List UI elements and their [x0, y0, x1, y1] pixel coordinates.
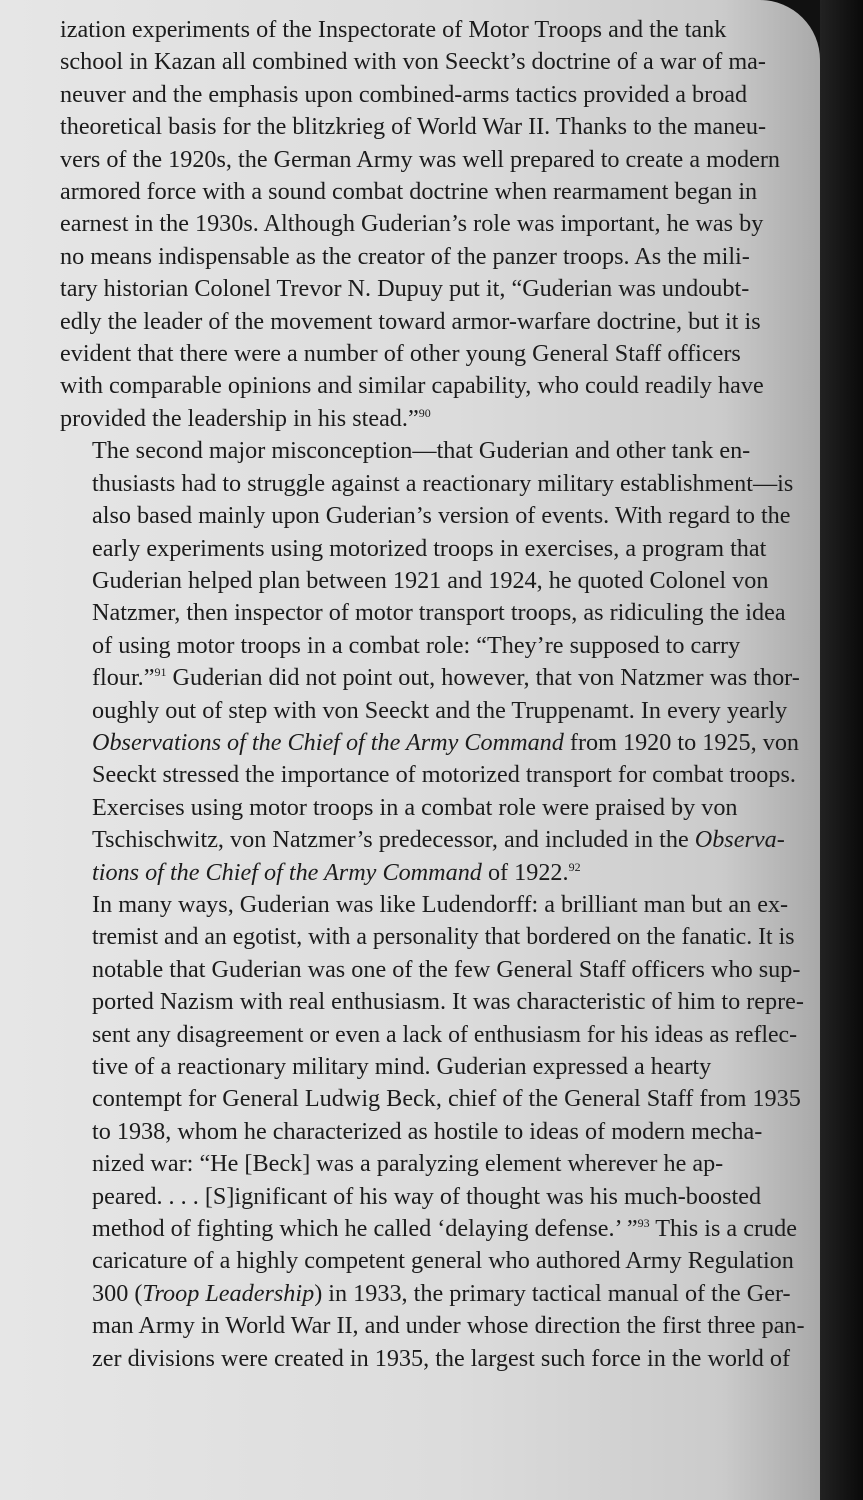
text-line: nized war: “He [Beck] was a paralyzing element wherever he ap- — [92, 1150, 724, 1178]
text-line: ization experiments of the Inspectorate of Motor Troops and the tank — [60, 16, 727, 43]
italic-title: tions of the Chief of the Army Command — [92, 858, 482, 886]
text-fragment: This is a crude — [649, 1215, 797, 1243]
text-line: school in Kazan all combined with von Seeckt’s doctrine of a war of ma- — [60, 48, 766, 76]
text-line: no means indispensable as the creator of the panzer troops. As the mili- — [60, 242, 750, 270]
paragraph-1 — [60, 14, 805, 435]
text-line-with-footnote — [60, 403, 805, 435]
text-line: In many ways, Guderian was like Ludendorff: a brilliant man but an ex- — [92, 890, 789, 918]
paragraph-3 — [60, 889, 805, 1375]
text-fragment: from 1920 to 1925, von — [563, 728, 800, 756]
text-line — [60, 1278, 805, 1310]
text-line: The second major misconception—that Guderian and other tank en- — [92, 437, 751, 465]
text-line — [60, 824, 805, 856]
text-line: zer divisions were created in 1935, the largest such force in the world of — [92, 1344, 791, 1372]
footnote-ref-92: 92 — [568, 859, 581, 874]
text-fragment: 300 ( — [92, 1279, 143, 1307]
text-fragment: provided the leadership in his stead.” — [60, 404, 419, 432]
text-line-with-footnote — [60, 662, 805, 694]
italic-title: Troop Leadership — [142, 1279, 315, 1307]
page-edge-shadow — [820, 0, 863, 1500]
text-line: edly the leader of the movement toward armor-warfare doctrine, but it is — [60, 307, 761, 335]
text-fragment: Guderian did not point out, however, that von Natzmer was thor- — [166, 664, 800, 692]
text-line: theoretical basis for the blitzkrieg of World War II. Thanks to the maneu- — [60, 113, 767, 141]
text-line: contempt for General Ludwig Beck, chief of the General Staff from 1935 — [92, 1085, 801, 1113]
italic-title: Observa- — [694, 826, 785, 854]
text-line: sent any disagreement or even a lack of enthusiasm for his ideas as reflec- — [92, 1021, 798, 1048]
text-line: man Army in World War II, and under whose direction the first three pan- — [92, 1312, 805, 1340]
text-line: Seeckt stressed the importance of motorized transport for combat troops. — [92, 761, 796, 789]
text-line: also based mainly upon Guderian’s version of events. With regard to the — [92, 502, 791, 530]
text-line-with-footnote — [60, 857, 805, 889]
text-line: to 1938, whom he characterized as hostile to ideas of modern mecha- — [92, 1117, 763, 1145]
text-line: with comparable opinions and similar capability, who could readily have — [60, 372, 764, 400]
text-line: tary historian Colonel Trevor N. Dupuy put it, “Guderian was undoubt- — [60, 275, 750, 303]
text-line: tremist and an egotist, with a personality that bordered on the fanatic. It is — [92, 924, 795, 951]
text-fragment: ) in 1933, the primary tactical manual of the Ger- — [314, 1279, 791, 1307]
text-line: oughly out of step with von Seeckt and the Truppenamt. In every yearly — [92, 696, 788, 724]
text-line: armored force with a sound combat doctrine when rearmament began in — [60, 178, 758, 206]
text-line: notable that Guderian was one of the few General Staff officers who sup- — [92, 955, 801, 983]
text-line: Guderian helped plan between 1921 and 1924, he quoted Colonel von — [92, 566, 769, 594]
page-body — [60, 14, 805, 1375]
footnote-ref-90: 90 — [418, 405, 431, 420]
text-fragment: method of fighting which he called ‘delaying defense.’ ” — [92, 1215, 638, 1243]
text-line: Exercises using motor troops in a combat role were praised by von — [92, 793, 738, 821]
paragraph-2 — [60, 435, 805, 889]
text-line: peared. . . . [S]ignificant of his way of thought was his much-boosted — [92, 1182, 762, 1210]
text-line: of using motor troops in a combat role: “They’re supposed to carry — [92, 631, 741, 659]
footnote-ref-93: 93 — [637, 1215, 650, 1230]
italic-title: Observations of the Chief of the Army Command — [92, 728, 564, 756]
text-fragment: Tschischwitz, von Natzmer’s predecessor, and included in the — [92, 826, 695, 854]
text-line: earnest in the 1930s. Although Guderian’s role was important, he was by — [60, 210, 764, 238]
text-line: neuver and the emphasis upon combined-arms tactics provided a broad — [60, 80, 748, 108]
text-line: Natzmer, then inspector of motor transport troops, as ridiculing the idea — [92, 599, 786, 627]
text-fragment: of 1922. — [481, 858, 569, 886]
text-line: caricature of a highly competent general who authored Army Regulation — [92, 1247, 794, 1275]
text-line: early experiments using motorized troops in exercises, a program that — [92, 534, 767, 562]
text-line-with-footnote — [60, 1213, 805, 1245]
text-line: thusiasts had to struggle against a reactionary military establishment—is — [92, 469, 794, 497]
text-line: tive of a reactionary military mind. Guderian expressed a hearty — [92, 1053, 712, 1080]
text-line: ported Nazism with real enthusiasm. It was characteristic of him to repre- — [92, 988, 804, 1016]
text-line: vers of the 1920s, the German Army was well prepared to create a modern — [60, 145, 780, 173]
footnote-ref-91: 91 — [154, 665, 167, 680]
text-line — [60, 727, 805, 759]
text-fragment: flour.” — [92, 664, 155, 692]
text-line: evident that there were a number of other young General Staff officers — [60, 340, 741, 368]
